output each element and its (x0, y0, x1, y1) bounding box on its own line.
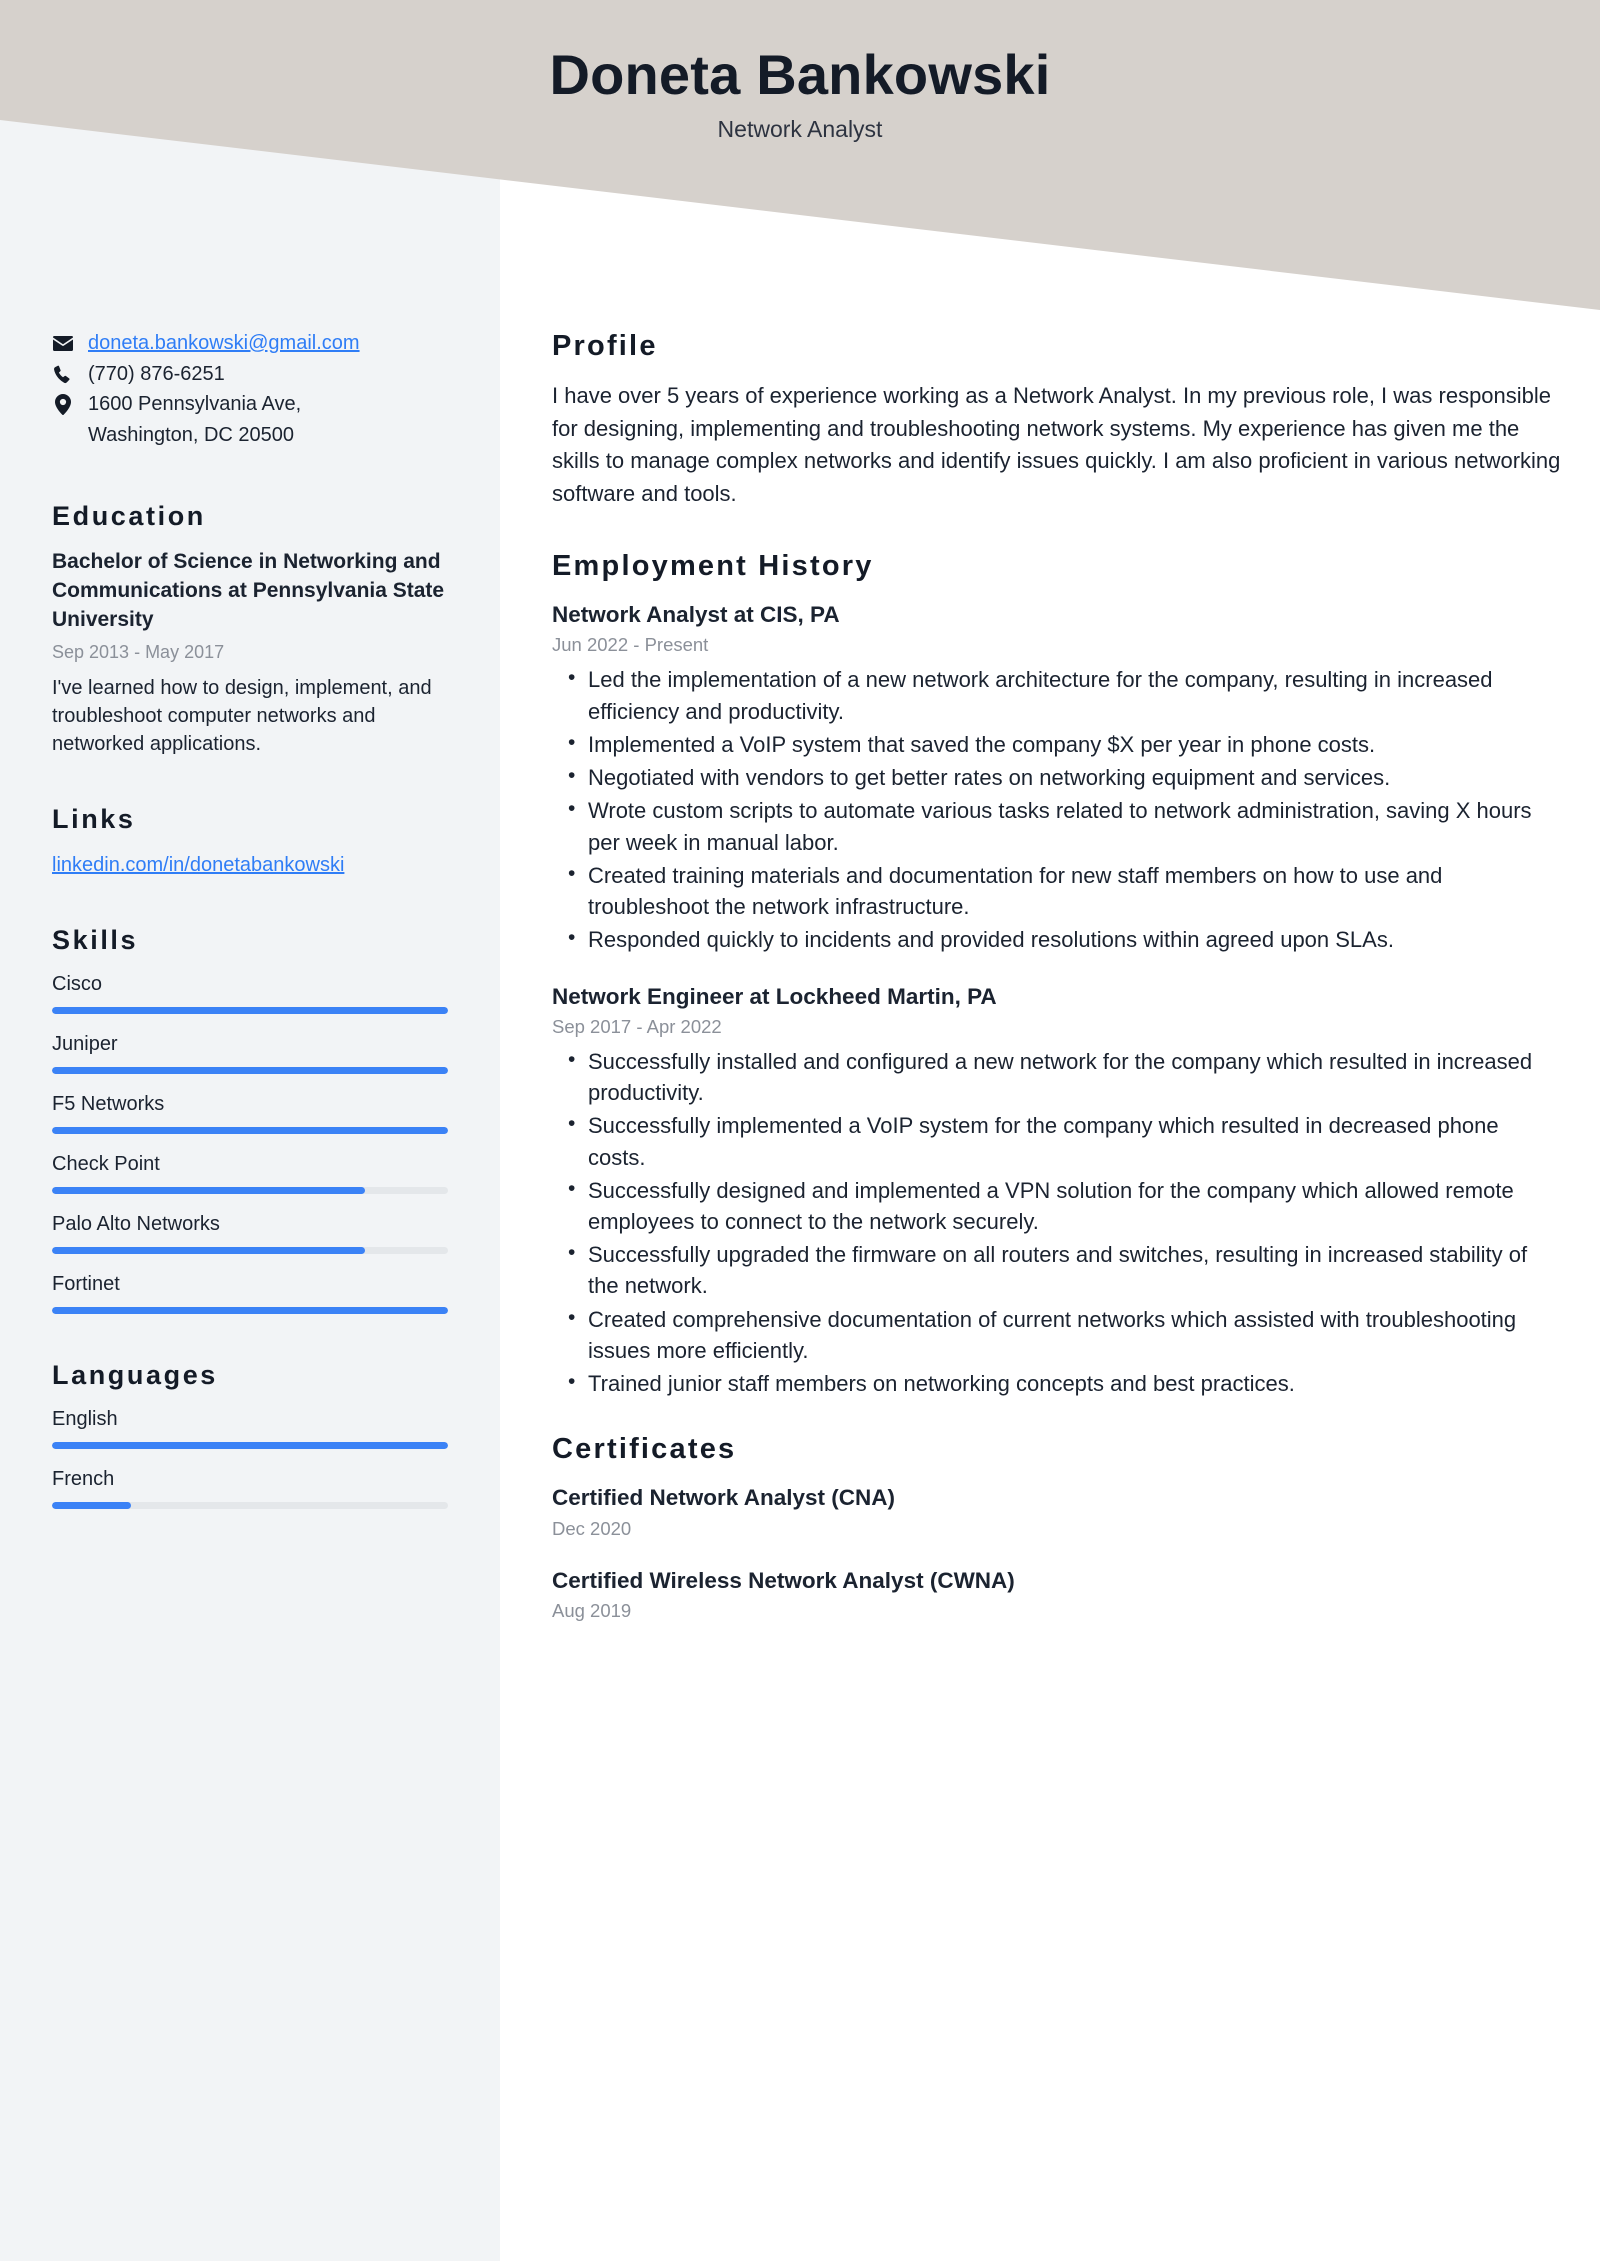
profile-section (552, 330, 1562, 510)
job-bullet: • Negotiated with vendors to get better rates on networking equipment and services. (552, 762, 1562, 793)
job-bullets (552, 664, 1562, 955)
envelope-icon (52, 330, 74, 357)
contact-list (52, 330, 448, 449)
skill-level-fill (52, 1007, 448, 1014)
linkedin-link[interactable]: linkedin.com/in/donetabankowski (52, 854, 345, 877)
skill-item (52, 1032, 448, 1074)
certificate-date: Aug 2019 (552, 1599, 632, 1621)
link-item[interactable] (52, 851, 448, 879)
certificate-title: Certified Wireless Network Analyst (CWNA) (552, 1567, 1015, 1593)
certificates-section (552, 1433, 1562, 1622)
language-level-fill (52, 1502, 131, 1509)
sidebar (0, 330, 500, 1527)
skill-level-fill (52, 1187, 365, 1194)
job-bullet: • Successfully designed and implemented a VPN solution for the company which allowed remote employees to connect to the network securely. (552, 1175, 1562, 1237)
skill-item (52, 972, 448, 1014)
skill-label: Juniper (52, 1033, 118, 1056)
profile-text: I have over 5 years of experience working as a Network Analyst. In my previous role, I was responsible for designing, implementing and troubleshooting network systems. My experience has given me the skills to manage complex networks and identify issues quickly. I am also proficient in various networking software and tools. (552, 383, 1561, 506)
language-label: English (52, 1408, 118, 1431)
skill-level-track (52, 1187, 448, 1194)
language-level-track (52, 1502, 448, 1509)
map-pin-icon (52, 391, 74, 418)
education-degree: Bachelor of Science in Networking and Communications at Pennsylvania State University (52, 550, 445, 632)
skill-level-track (52, 1067, 448, 1074)
certificate-entry (552, 1566, 1562, 1622)
candidate-job-title: Network Analyst (717, 115, 883, 142)
job-title: Network Analyst at CIS, PA (552, 602, 840, 628)
phone-icon (52, 361, 74, 388)
job-entry (552, 600, 1562, 955)
skill-level-track (52, 1247, 448, 1254)
employment-heading: Employment History (552, 550, 874, 583)
job-bullet: • Successfully implemented a VoIP system for the company which resulted in decreased phone costs. (552, 1110, 1562, 1172)
skill-label: Palo Alto Networks (52, 1213, 220, 1236)
skill-label: Fortinet (52, 1273, 120, 1296)
job-entry (552, 982, 1562, 1400)
job-date: Sep 2017 - Apr 2022 (552, 1015, 722, 1037)
job-bullets (552, 1046, 1562, 1400)
certificate-date: Dec 2020 (552, 1517, 632, 1539)
education-item (52, 548, 448, 758)
skill-item (52, 1092, 448, 1134)
education-heading: Education (52, 501, 206, 532)
contact-address-line2: Washington, DC 20500 (88, 423, 295, 446)
contact-phone-row (52, 361, 448, 389)
education-date: Sep 2013 - May 2017 (52, 642, 225, 663)
languages-list (52, 1407, 448, 1509)
job-bullet: • Successfully upgraded the firmware on all routers and switches, resulting in increased stability of the network. (552, 1239, 1562, 1301)
skill-item (52, 1272, 448, 1314)
certificates-heading: Certificates (552, 1433, 737, 1466)
skill-item (52, 1152, 448, 1194)
skill-label: Check Point (52, 1153, 160, 1176)
skill-label: F5 Networks (52, 1093, 165, 1116)
certificate-title: Certified Network Analyst (CNA) (552, 1485, 895, 1511)
contact-email-value[interactable] (88, 330, 360, 358)
job-bullet: • Successfully installed and configured a new network for the company which resulted in increased productivity. (552, 1046, 1562, 1108)
skill-level-fill (52, 1307, 448, 1314)
job-date: Jun 2022 - Present (552, 634, 709, 656)
job-bullet: • Responded quickly to incidents and provided resolutions within agreed upon SLAs. (552, 924, 1562, 955)
contact-address-line1: 1600 Pennsylvania Ave, (88, 393, 302, 416)
links-heading: Links (52, 804, 136, 835)
education-description: I've learned how to design, implement, and troubleshoot computer networks and networked applications. (52, 677, 432, 755)
language-item (52, 1407, 448, 1449)
skill-level-fill (52, 1247, 365, 1254)
job-bullet: • Created training materials and documentation for new staff members on how to use and troubleshoot the network infrastructure. (552, 860, 1562, 922)
email-link[interactable]: doneta.bankowski@gmail.com (88, 332, 360, 354)
skill-label: Cisco (52, 973, 103, 996)
skill-level-fill (52, 1067, 448, 1074)
language-level-fill (52, 1442, 448, 1449)
certificates-list (552, 1483, 1562, 1622)
skill-level-track (52, 1307, 448, 1314)
skills-list (52, 972, 448, 1314)
profile-heading: Profile (552, 330, 658, 362)
skill-item (52, 1212, 448, 1254)
job-bullet: • Wrote custom scripts to automate various tasks related to network administration, saving X hours per week in manual labor. (552, 795, 1562, 857)
candidate-name: Doneta Bankowski (549, 43, 1051, 106)
skill-level-track (52, 1007, 448, 1014)
jobs-list (552, 600, 1562, 1399)
skill-level-track (52, 1127, 448, 1134)
skills-heading: Skills (52, 925, 139, 956)
contact-phone-value: (770) 876-6251 (88, 362, 225, 385)
job-bullet: • Trained junior staff members on networking concepts and best practices. (552, 1368, 1562, 1399)
employment-section (552, 550, 1562, 1399)
job-bullet: • Implemented a VoIP system that saved the company $X per year in phone costs. (552, 729, 1562, 760)
language-item (52, 1467, 448, 1509)
job-title: Network Engineer at Lockheed Martin, PA (552, 983, 997, 1009)
language-label: French (52, 1468, 115, 1491)
contact-address-row (52, 391, 448, 419)
skill-level-fill (52, 1127, 448, 1134)
contact-email-row[interactable] (52, 330, 448, 358)
job-bullet: • Created comprehensive documentation of current networks which assisted with troubleshooting issues more efficiently. (552, 1304, 1562, 1366)
job-bullet: • Led the implementation of a new network architecture for the company, resulting in increased efficiency and productivity. (552, 664, 1562, 726)
main-column (552, 330, 1562, 1662)
languages-heading: Languages (52, 1360, 218, 1391)
language-level-track (52, 1442, 448, 1449)
certificate-entry (552, 1483, 1562, 1539)
